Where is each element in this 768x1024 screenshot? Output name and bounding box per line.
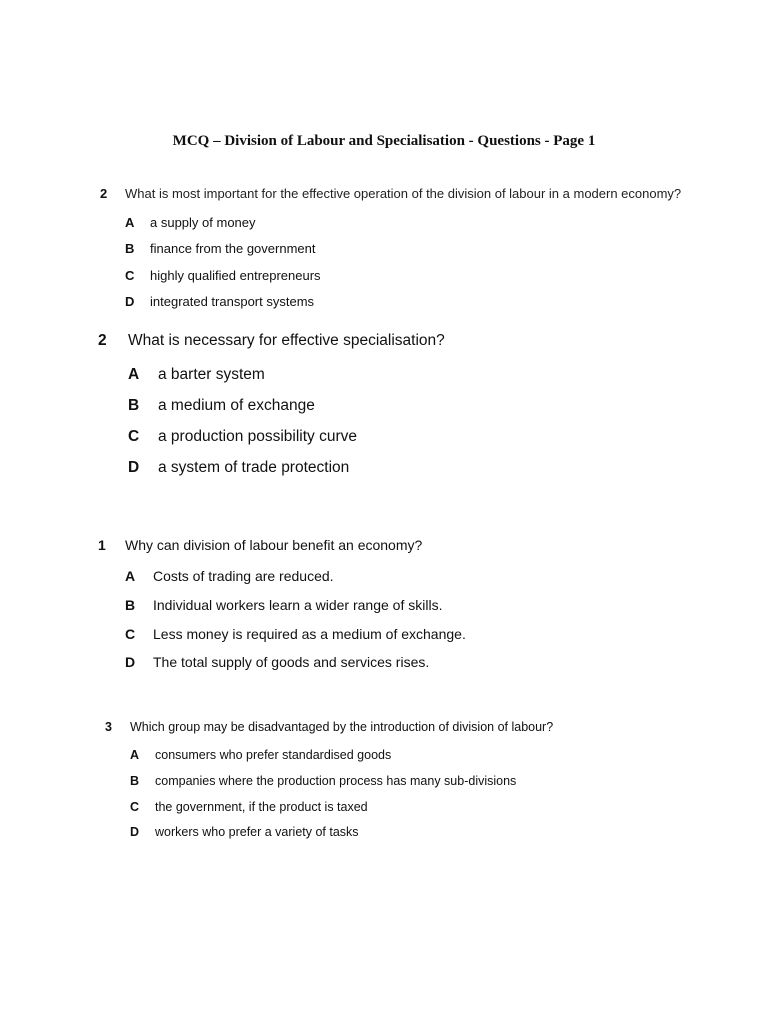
option-letter: D	[128, 459, 140, 476]
question-number: 1	[98, 537, 106, 553]
option-letter: B	[125, 241, 135, 256]
option-letter: D	[125, 654, 136, 670]
option-text: a medium of exchange	[158, 397, 315, 414]
question-text: Which group may be disadvantaged by the introduction of division of labour?	[130, 720, 554, 734]
option-letter: C	[125, 626, 136, 642]
option-text: workers who prefer a variety of tasks	[155, 825, 359, 839]
option-letter: D	[125, 294, 135, 309]
option-letter: C	[125, 268, 135, 283]
option-text: a system of trade protection	[158, 459, 350, 476]
question-text: What is most important for the effective operation of the division of labour in a modern economy?	[125, 186, 682, 201]
option-text: a supply of money	[150, 215, 256, 230]
option-text: finance from the government	[150, 241, 316, 256]
option-text: Less money is required as a medium of exchange.	[153, 626, 466, 642]
question-text: Why can division of labour benefit an economy?	[125, 537, 423, 553]
option-text: Costs of trading are reduced.	[153, 568, 334, 584]
option-text: companies where the production process has many sub-divisions	[155, 774, 517, 788]
page-title: MCQ – Division of Labour and Specialisation - Questions - Page 1	[172, 133, 596, 149]
option-text: highly qualified entrepreneurs	[150, 268, 321, 283]
question-number: 3	[105, 720, 112, 734]
option-text: a barter system	[158, 366, 265, 383]
option-letter: A	[125, 215, 135, 230]
option-text: consumers who prefer standardised goods	[155, 748, 392, 762]
option-letter: A	[130, 748, 140, 762]
question-text: What is necessary for effective specialisation?	[128, 332, 445, 349]
option-letter: D	[130, 825, 140, 839]
option-text: a production possibility curve	[158, 428, 358, 445]
option-letter: A	[125, 568, 136, 584]
option-letter: C	[130, 800, 140, 814]
option-letter: C	[128, 428, 140, 445]
option-letter: B	[130, 774, 140, 788]
option-text: Individual workers learn a wider range of skills.	[153, 597, 443, 613]
option-letter: B	[125, 597, 136, 613]
question-number: 2	[98, 332, 107, 349]
option-text: The total supply of goods and services rises.	[153, 654, 430, 670]
question-number: 2	[100, 186, 108, 201]
option-text: integrated transport systems	[150, 294, 315, 309]
option-text: the government, if the product is taxed	[155, 800, 368, 814]
option-letter: B	[128, 397, 140, 414]
option-letter: A	[128, 366, 140, 383]
